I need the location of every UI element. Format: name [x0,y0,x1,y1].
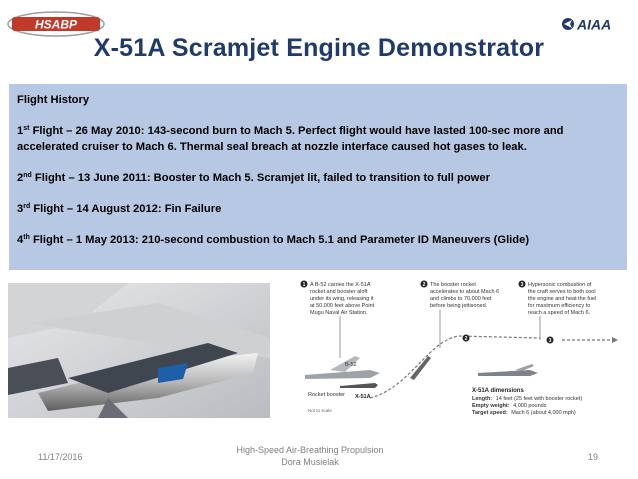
flight-2-ordinal: 2 [17,172,24,184]
flight-4-text: Flight – 1 May 2013: 210-second combustion to Mach 5.1 and Parameter ID Maneuvers (Glide) [29,234,530,246]
svg-text:3: 3 [548,338,552,344]
svg-text:3: 3 [520,282,524,288]
dims-title: X-51A dimensions [472,388,524,394]
x51a-label: X-51A [355,394,371,400]
step-2-text: The booster rocket accelerates to about Mach 6 and climbs to 70,000 feet before being jettisoned. [430,282,500,309]
flight-profile-diagram [300,278,625,423]
hsabp-logo-text: HSABP [34,17,78,32]
flight-item-1 [17,123,619,155]
slide-title: X-51A Scramjet Engine Demonstrator [93,34,545,62]
flight-1-text: Flight – 26 May 2010: 143-second burn to Mach 5. Perfect flight would have lasted 100-sec more and accelerated cruiser to Mach 6. Thermal seal breach at nozzle interface caused hot gases to leak. [17,125,564,153]
step-3-text: Hypersonic combustion of the craft serves to both cool the engine and heat the fuel for maximum efficiency to reach a speed of Mach 6. [528,282,597,316]
flight-3-ordinal: 3 [17,203,24,215]
scale-note: Not to scale [308,408,332,413]
footer-author: Dora Musielak [281,457,339,467]
page-number: 19 [587,452,598,462]
flight-1-suffix: st [23,125,30,132]
aiaa-logo [560,14,630,34]
b52-label: B-52 [345,362,357,368]
footer-date: 11/17/2016 [38,452,83,462]
footer-course: High-Speed Air-Breathing Propulsion [236,445,384,455]
aiaa-logo-text: AIAA [577,16,612,33]
dims-list: Length: 14 feet (25 feet with booster rocket) Empty weight: 4,000 pounds Target speed: Mach 6 (about 4,000 mph) [472,396,583,416]
flight-3-suffix: rd [23,203,31,210]
flight-4-ordinal: 4 [17,234,24,246]
flight-2-suffix: nd [23,172,32,179]
flight-item-4 [17,232,619,248]
x51a-photo [8,283,270,418]
step-1-text: A B-52 carries the X-51A rocket and booster aloft under its wing, releasing it at 50,000 feet above Point Mugu Naval Air Station. [310,282,375,316]
flight-history-box [9,84,627,270]
footer-center [200,444,420,468]
flight-4-suffix: th [23,234,30,241]
flight-1-ordinal: 1 [17,125,24,137]
flight-item-2 [17,170,619,186]
svg-text:1: 1 [302,282,306,288]
flight-history-title: Flight History [17,94,90,106]
flight-2-text: Flight – 13 June 2011: Booster to Mach 5. Scramjet lit, failed to transition to full power [31,172,490,184]
svg-text:2: 2 [464,336,468,342]
rocket-booster-label: Rocket booster [308,392,345,398]
svg-text:2: 2 [422,282,426,288]
flight-item-3 [17,201,619,217]
flight-3-text: Flight – 14 August 2012: Fin Failure [30,203,222,215]
